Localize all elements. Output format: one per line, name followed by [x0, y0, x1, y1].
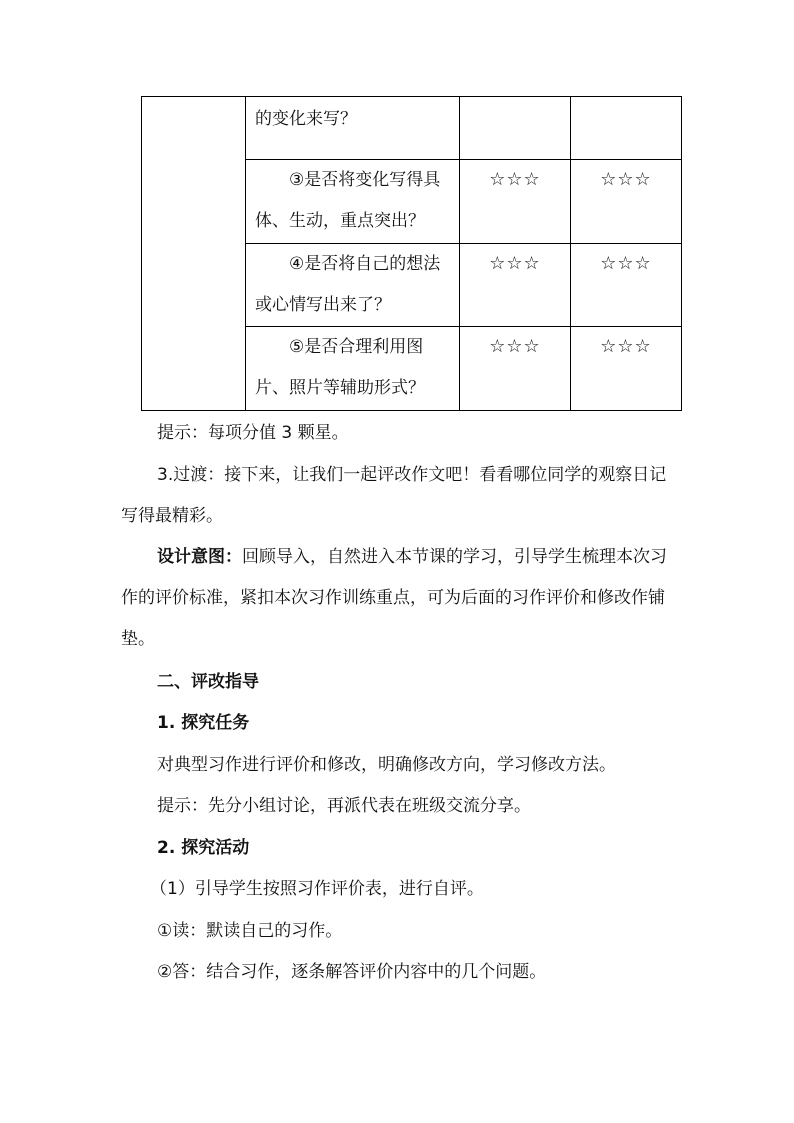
section-heading: 二、评改指导 — [157, 672, 259, 692]
peer-score-cell — [571, 97, 682, 160]
self-score-cell: ☆☆☆ — [460, 160, 571, 244]
peer-score-cell: ☆☆☆ — [571, 327, 682, 411]
self-score-cell — [460, 97, 571, 160]
task-heading: 1. 探究任务 — [157, 713, 250, 733]
transition-text: 接下来，让我们一起评改作文吧！看看哪位同学的观察日记写得最精彩。 — [121, 465, 667, 526]
tip-paragraph: 提示：先分小组讨论，再派代表在班级交流分享。 — [157, 796, 531, 816]
design-intent-text: 回顾导入，自然进入本节课的学习，引导学生梳理本次习作的评价标准，紧扣本次习作训练重点，可为后面的习作评价和修改作铺垫。 — [121, 547, 667, 649]
transition-paragraph — [121, 455, 681, 537]
self-score-cell: ☆☆☆ — [460, 327, 571, 411]
evaluation-table — [141, 96, 682, 411]
question-cell: 的变化来写？ — [246, 97, 460, 160]
peer-score-cell: ☆☆☆ — [571, 244, 682, 327]
peer-score-cell: ☆☆☆ — [571, 160, 682, 244]
read-paragraph: ①读：默读自己的习作。 — [157, 921, 343, 941]
answer-paragraph: ②答：结合习作，逐条解答评价内容中的几个问题。 — [157, 962, 547, 982]
transition-label: 3.过渡： — [157, 465, 225, 485]
activity-heading: 2. 探究活动 — [157, 838, 250, 858]
category-cell — [142, 97, 246, 411]
tip-paragraph: 提示：每项分值 3 颗星。 — [157, 423, 349, 443]
question-cell: ③是否将变化写得具体、生动，重点突出？ — [246, 160, 460, 244]
task-paragraph: 对典型习作进行评价和修改，明确修改方向，学习修改方法。 — [157, 755, 616, 775]
self-score-cell: ☆☆☆ — [460, 244, 571, 327]
table-row — [142, 97, 682, 160]
question-cell: ⑤是否合理利用图片、照片等辅助形式？ — [246, 327, 460, 411]
design-intent-paragraph — [121, 537, 681, 660]
question-cell: ④是否将自己的想法或心情写出来了？ — [246, 244, 460, 327]
design-intent-label: 设计意图： — [157, 547, 242, 567]
activity-paragraph: （1）引导学生按照习作评价表，进行自评。 — [150, 879, 484, 899]
